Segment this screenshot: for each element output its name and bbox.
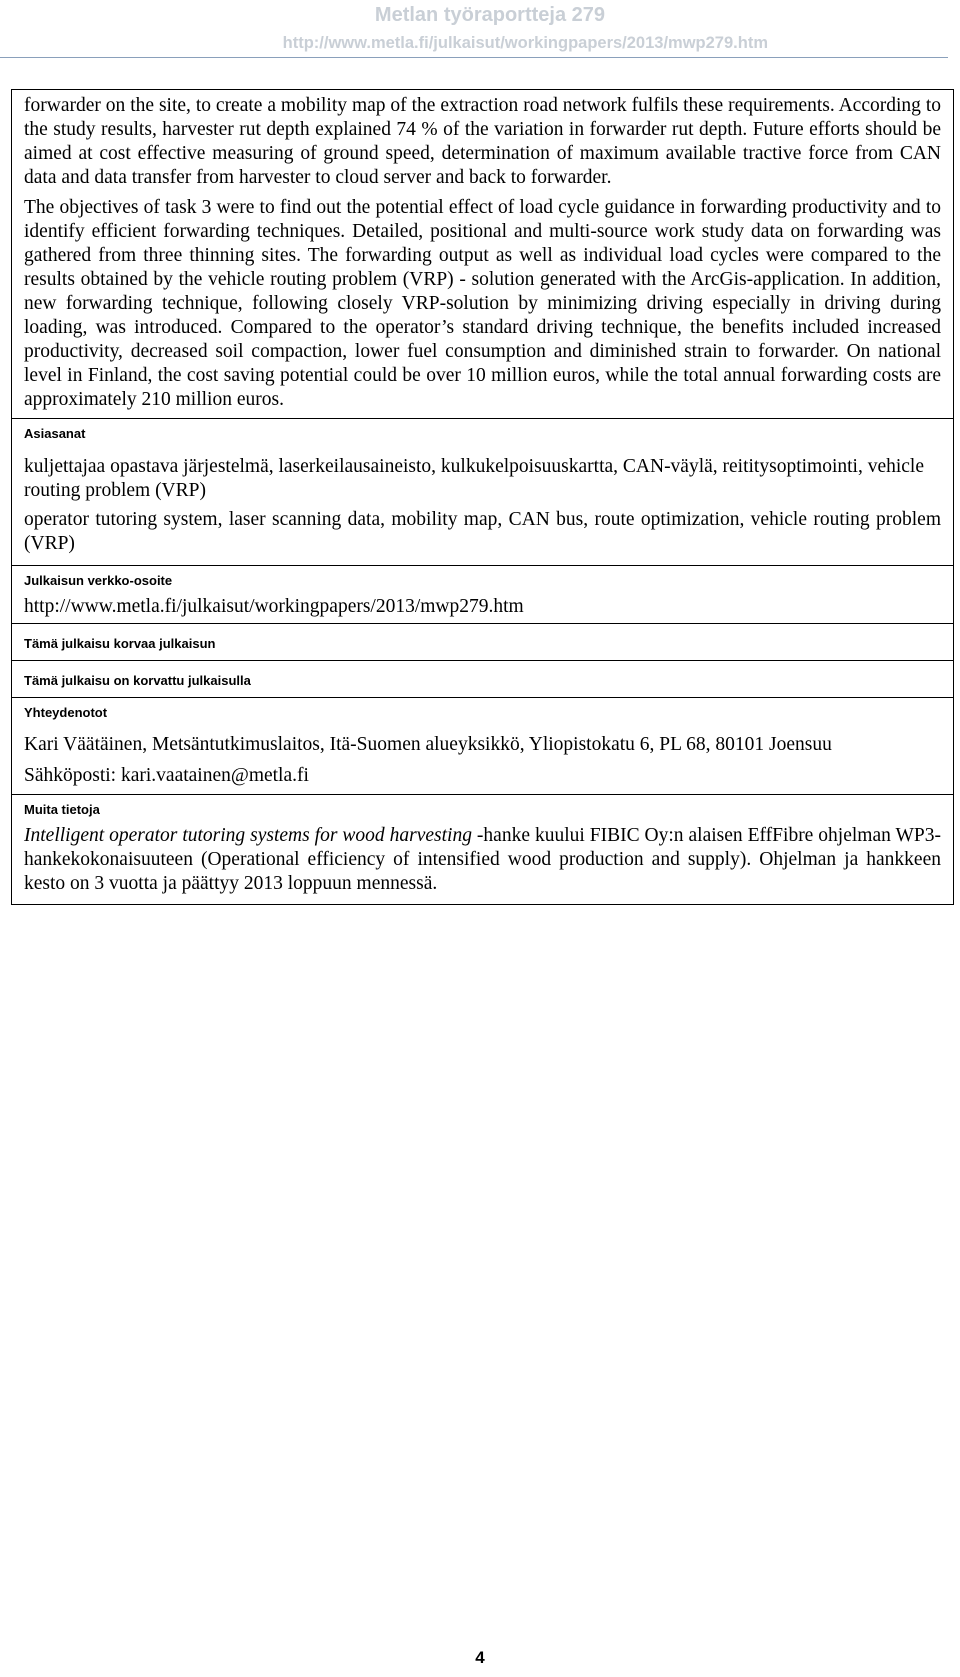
replaces-label: Tämä julkaisu korvaa julkaisun: [24, 636, 216, 651]
other-info-body: -hanke kuului FIBIC Oy:n alaisen EffFibre ohjelman WP3-hankekokonaisuuteen (Operational efficiency of intensified wood production and supply). Ohjelman ja hankkeen kesto on 3 vuotta ja päättyy 2013 loppuun mennessä.: [24, 825, 941, 894]
replaced-by-label: Tämä julkaisu on korvattu julkaisulla: [24, 673, 251, 688]
web-address-link[interactable]: http://www.metla.fi/julkaisut/workingpapers/2013/mwp279.htm: [24, 596, 524, 617]
header-url: http://www.metla.fi/julkaisut/workingpapers/2013/mwp279.htm: [282, 34, 768, 52]
contact-section: [12, 697, 953, 794]
other-info-label: Muita tietoja: [24, 802, 100, 817]
series-title: Metlan työraportteja 279: [374, 4, 605, 26]
contact-email[interactable]: Sähköposti: kari.vaatainen@metla.fi: [24, 765, 309, 786]
replaces-section: [12, 623, 953, 660]
web-address-label: Julkaisun verkko-osoite: [24, 573, 173, 588]
other-info-section: [12, 794, 953, 904]
abstract-paragraph-2: The objectives of task 3 were to find out the potential effect of load cycle guidance in forwarding productivity and to identify efficient forwarding techniques. Detailed, positional and multi-source work study data on forwarding was gathered from three thinning sites. The forwarding output as well as individual load cycles were compared to the results obtained by the vehicle routing problem (VRP) - solution generated with the ArcGis-application. In addition, new forwarding technique, following closely VRP-solution by minimizing driving especially in driving during loading, was introduced. Compared to the operator’s standard driving technique, the benefits included increased productivity, decreased soil compaction, lower fuel consumption and diminished strain to forwarder. On national level in Finland, the cost saving potential could be over 10 million euros, while the total annual forwarding costs are approximately 210 million euros.: [24, 197, 941, 410]
keywords-english: operator tutoring system, laser scanning data, mobility map, CAN bus, route optimization, vehicle routing problem (VRP): [24, 509, 941, 554]
header-divider: [0, 57, 948, 58]
keywords-section: [12, 418, 953, 565]
page-number: 4: [475, 1648, 485, 1667]
project-title: Intelligent operator tutoring systems for wood harvesting: [24, 825, 472, 846]
keywords-finnish: kuljettajaa opastava järjestelmä, laserkeilausaineisto, kulkukelpoisuuskartta, CAN-väylä, reititysoptimointi, vehicle routing problem (VRP): [24, 456, 924, 501]
abstract-paragraph-1: forwarder on the site, to create a mobility map of the extraction road network fulfils these requirements. According to the study results, harvester rut depth explained 74 % of the variation in forwarder rut depth. Future efforts should be aimed at cost effective measuring of ground speed, determination of maximum available tractive force from CAN data and data transfer from harvester to cloud server and back to forwarder.: [24, 95, 941, 188]
contact-label: Yhteydenotot: [24, 705, 108, 720]
other-info-text: [24, 824, 941, 896]
abstract-section: [12, 90, 953, 418]
web-address-section: [12, 565, 953, 623]
replaced-by-section: [12, 660, 953, 697]
contact-address: Kari Väätäinen, Metsäntutkimuslaitos, Itä-Suomen alueyksikkö, Yliopistokatu 6, PL 68, 80101 Joensuu: [24, 734, 832, 755]
description-table: [11, 89, 954, 905]
keywords-label: Asiasanat: [24, 426, 86, 441]
